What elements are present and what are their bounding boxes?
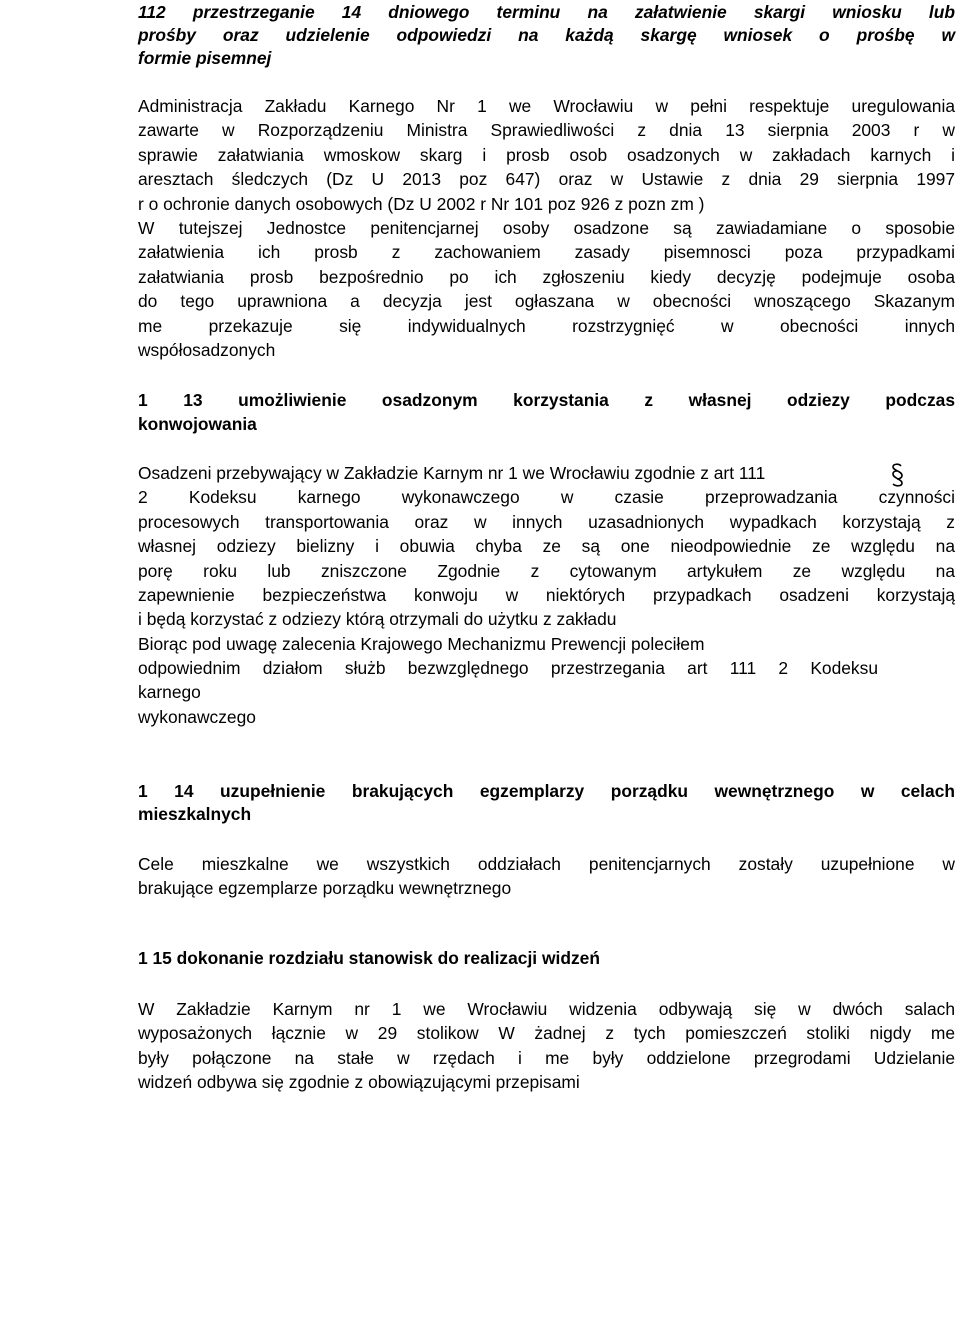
section-113-body-line: własnej odziezy bielizny i obuwia chyba ze są one nieodpowiednie ze względu na	[138, 536, 955, 556]
section-112-body-line: do tego uprawniona a decyzja jest ogłaszana w obecności wnoszącego Skazanym	[138, 291, 955, 311]
section-112-body-line: Administracja Zakładu Karnego Nr 1 we Wrocławiu w pełni respektuje uregulowania	[138, 96, 955, 116]
section-113-body-line: wykonawczego	[138, 707, 256, 727]
section-113-body-line: porę roku lub zniszczone Zgodnie z cytowanym artykułem ze względu na	[138, 561, 955, 581]
section-115-body-line: były połączone na stałe w rzędach i me były oddzielone przegrodami Udzielanie	[138, 1048, 955, 1068]
section-112-body-line: załatwienia ich prosb z zachowaniem zasady pisemnosci poza przypadkami	[138, 242, 955, 262]
section-113-body-line: i będą korzystać z odziezy którą otrzymali do użytku z zakładu	[138, 609, 617, 629]
section-115-body-line: wyposażonych łącznie w 29 stolikow W żadnej z tych pomieszczeń stoliki nigdy me	[138, 1023, 955, 1043]
section-112-body-line: W tutejszej Jednostce penitencjarnej osoby osadzone są zawiadamiane o sposobie	[138, 218, 955, 238]
section-115-body-line: widzeń odbywa się zgodnie z obowiązującymi przepisami	[138, 1072, 580, 1092]
section-112-body-line: me przekazuje się indywidualnych rozstrzygnięć w obecności innych	[138, 316, 955, 336]
section-112-heading-line-2: prośby oraz udzielenie odpowiedzi na każdą skargę wniosek o prośbę w	[138, 25, 955, 45]
section-113-body-line: 2 Kodeksu karnego wykonawczego w czasie przeprowadzania czynności	[138, 487, 955, 507]
section-113-heading-line-2: konwojowania	[138, 414, 257, 434]
section-114-body-line: brakujące egzemplarze porządku wewnętrznego	[138, 878, 512, 898]
section-113-body-line: Biorąc pod uwagę zalecenia Krajowego Mechanizmu Prewencji poleciłem	[138, 634, 705, 654]
section-112-body-line: współosadzonych	[138, 340, 276, 360]
section-115-body-line: W Zakładzie Karnym nr 1 we Wrocławiu widzenia odbywają się w dwóch salach	[138, 999, 955, 1019]
section-112-body-line: sprawie załatwiania wmoskow skarg i prosb osob osadzonych w zakładach karnych i	[138, 145, 955, 165]
section-113-heading-line-1: 1 13 umożliwienie osadzonym korzystania z własnej odziezy podczas	[138, 390, 955, 410]
section-112-body-line: r o ochronie danych osobowych (Dz U 2002 r Nr 101 poz 926 z pozn zm )	[138, 194, 705, 214]
section-113-body-line: odpowiednim działom służb bezwzględnego przestrzegania art 111 2 Kodeksu	[138, 658, 878, 678]
section-114-heading-line-2: mieszkalnych	[138, 804, 252, 824]
section-112-body-line: załatwiania prosb bezpośrednio po ich zgłoszeniu kiedy decyzję podejmuje osoba	[138, 267, 955, 287]
section-115-heading: 1 15 dokonanie rozdziału stanowisk do realizacji widzeń	[138, 948, 600, 968]
section-113-body-line: procesowych transportowania oraz w innych uzasadnionych wypadkach korzystają z	[138, 512, 955, 532]
section-114-heading-line-1: 1 14 uzupełnienie brakujących egzemplarzy porządku wewnętrznego w celach	[138, 781, 955, 801]
section-113-body-line: karnego	[138, 682, 201, 702]
section-113-body-line: zapewnienie bezpieczeństwa konwoju w niektórych przypadkach osadzeni korzystają	[138, 585, 955, 605]
section-112-heading-line-3: formie pisemnej	[138, 48, 272, 68]
section-114-body-line: Cele mieszkalne we wszystkich oddziałach penitencjarnych zostały uzupełnione w	[138, 854, 955, 874]
section-112-body-line: aresztach śledczych (Dz U 2013 poz 647) oraz w Ustawie z dnia 29 sierpnia 1997	[138, 169, 955, 189]
section-113-body-line: Osadzeni przebywający w Zakładzie Karnym nr 1 we Wrocławiu zgodnie z art 111	[138, 463, 766, 483]
section-112-body-line: zawarte w Rozporządzeniu Ministra Sprawiedliwości z dnia 13 sierpnia 2003 r w	[138, 120, 955, 140]
section-112-heading-line-1: 112 przestrzeganie 14 dniowego terminu na załatwienie skargi wniosku lub	[138, 2, 955, 22]
